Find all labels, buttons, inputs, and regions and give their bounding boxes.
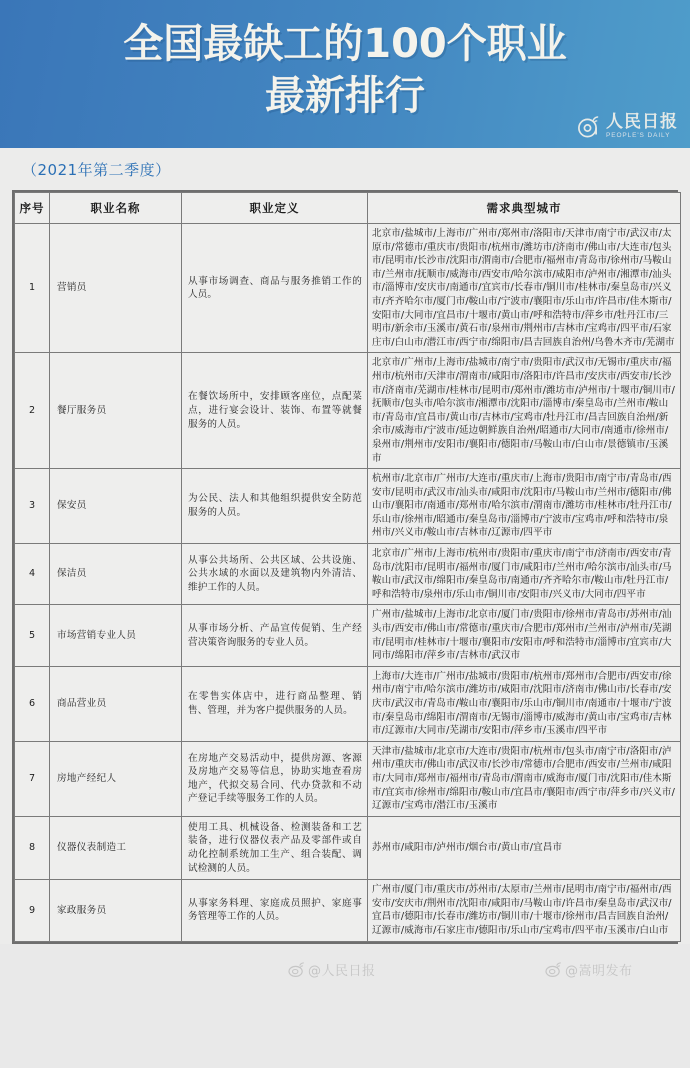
page-title bbox=[0, 18, 690, 122]
cell-definition: 从事市场分析、产品宣传促销、生产经营决策咨询服务的专业人员。 bbox=[182, 605, 368, 666]
ranking-table bbox=[14, 192, 681, 942]
ranking-table-container bbox=[12, 190, 678, 944]
table-row bbox=[15, 816, 681, 879]
cell-occupation: 家政服务员 bbox=[50, 880, 182, 941]
logo-name-en: PEOPLE'S DAILY bbox=[606, 132, 671, 140]
footer-watermark-bar bbox=[0, 944, 690, 988]
subtitle-quarter: （2021年第二季度） bbox=[22, 161, 171, 179]
table-row bbox=[15, 741, 681, 816]
cell-cities: 北京市/广州市/上海市/盐城市/南宁市/贵阳市/武汉市/无锡市/重庆市/福州市/杭州市/天津市/渭南市/咸阳市/洛阳市/许昌市/安庆市/西安市/长沙市/济南市/芜湖市/桂林市/昆明市/郑州市/潍坊市/泸州市/十堰市/铜川市/抚顺市/包头市/哈尔滨市/湘潭市/沈阳市/淄博市/秦皇岛市/兰州市/鞍山市/青岛市/宜昌市/黄山市/吉林市/宝鸡市/牡丹江市/昌吉回族自治州/新余市/威海市/宁波市/延边朝鲜族自治州/昭通市/大同市/南通市/徐州市/泉州市/荆州市/安阳市/襄阳市/德阳市/马鞍山市/白山市/景德镇市/玉溪市 bbox=[368, 353, 681, 469]
cell-cities: 天津市/盐城市/北京市/大连市/贵阳市/杭州市/包头市/南宁市/洛阳市/泸州市/重庆市/佛山市/武汉市/长沙市/常德市/合肥市/西安市/兰州市/咸阳市/大同市/郑州市/福州市/青岛市/渭南市/威海市/厦门市/沈阳市/佳木斯市/宜宾市/徐州市/绵阳市/鞍山市/宜昌市/襄阳市/西宁市/萍乡市/兴义市/辽源市/宝鸡市/潜江市/玉溪市 bbox=[368, 741, 681, 816]
peoples-daily-logo-text bbox=[606, 114, 678, 140]
column-header-no: 序号 bbox=[15, 193, 50, 224]
peoples-daily-logo bbox=[576, 114, 678, 140]
table-row bbox=[15, 469, 681, 544]
cell-no: 2 bbox=[15, 353, 50, 469]
cell-definition: 在房地产交易活动中，提供房源、客源及房地产交易等信息，协助实地查看房地产，代拟交易合同、代办贷款和不动产登记手续等服务工作的人员。 bbox=[182, 741, 368, 816]
cell-occupation: 房地产经纪人 bbox=[50, 741, 182, 816]
cell-no: 1 bbox=[15, 224, 50, 353]
cell-occupation: 保洁员 bbox=[50, 544, 182, 605]
cell-cities: 广州市/盐城市/上海市/北京市/厦门市/贵阳市/徐州市/青岛市/苏州市/汕头市/西安市/佛山市/常德市/重庆市/合肥市/郑州市/兰州市/泸州市/芜湖市/昆明市/桂林市/十堰市/襄阳市/安阳市/呼和浩特市/淄博市/宜宾市/大同市/绵阳市/萍乡市/吉林市/武汉市 bbox=[368, 605, 681, 666]
cell-occupation: 市场营销专业人员 bbox=[50, 605, 182, 666]
cell-occupation: 营销员 bbox=[50, 224, 182, 353]
table-row bbox=[15, 353, 681, 469]
column-header-definition: 职业定义 bbox=[182, 193, 368, 224]
cell-no: 4 bbox=[15, 544, 50, 605]
cell-definition: 在餐饮场所中，安排顾客座位，点配菜点，进行宴会设计、装饰、布置等就餐服务的人员。 bbox=[182, 353, 368, 469]
table-header bbox=[15, 193, 681, 224]
page-title-line1: 全国最缺工的100个职业 bbox=[123, 21, 567, 67]
cell-cities: 广州市/厦门市/重庆市/苏州市/太原市/兰州市/昆明市/南宁市/福州市/西安市/安庆市/荆州市/沈阳市/咸阳市/马鞍山市/许昌市/秦皇岛市/武汉市/宜昌市/德阳市/长春市/潍坊市/铜川市/十堰市/徐州市/昌吉回族自治州/辽源市/威海市/石家庄市/德阳市/乐山市/宝鸡市/四平市/玉溪市/白山市 bbox=[368, 880, 681, 941]
cell-occupation: 保安员 bbox=[50, 469, 182, 544]
table-body bbox=[15, 224, 681, 942]
watermark-label: @嵩明发布 bbox=[565, 963, 633, 979]
cell-definition: 为公民、法人和其他组织提供安全防范服务的人员。 bbox=[182, 469, 368, 544]
cell-cities: 杭州市/北京市/广州市/大连市/重庆市/上海市/贵阳市/南宁市/青岛市/西安市/昆明市/武汉市/汕头市/咸阳市/沈阳市/马鞍山市/兰州市/德阳市/佛山市/襄阳市/南通市/郑州市/哈尔滨市/渭南市/潍坊市/桂林市/牡丹江市/乐山市/徐州市/昭通市/秦皇岛市/淄博市/宁波市/宝鸡市/呼和浩特市/泉州市/兴义市/鞍山市/吉林市/辽源市/四平市 bbox=[368, 469, 681, 544]
table-header-row bbox=[15, 193, 681, 224]
cell-definition: 从事市场调查、商品与服务推销工作的人员。 bbox=[182, 224, 368, 353]
cell-occupation: 餐厅服务员 bbox=[50, 353, 182, 469]
cell-occupation: 仪器仪表制造工 bbox=[50, 816, 182, 879]
cell-definition: 从事公共场所、公共区域、公共设施、公共水域的水面以及建筑物内外清洁、维护工作的人员。 bbox=[182, 544, 368, 605]
watermark-label: @人民日报 bbox=[308, 963, 376, 979]
table-row bbox=[15, 224, 681, 353]
cell-cities: 苏州市/咸阳市/泸州市/烟台市/黄山市/宜昌市 bbox=[368, 816, 681, 879]
cell-definition: 在零售实体店中，进行商品整理、销售、管理，并为客户提供服务的人员。 bbox=[182, 666, 368, 741]
cell-cities: 北京市/广州市/上海市/杭州市/贵阳市/重庆市/南宁市/济南市/西安市/青岛市/沈阳市/昆明市/福州市/厦门市/咸阳市/兰州市/哈尔滨市/汕头市/马鞍山市/武汉市/绵阳市/秦皇岛市/南通市/齐齐哈尔市/鞍山市/牡丹江市/呼和浩特市/泉州市/乐山市/铜川市/安阳市/兴义市/大同市/四平市 bbox=[368, 544, 681, 605]
cell-no: 5 bbox=[15, 605, 50, 666]
table-row bbox=[15, 666, 681, 741]
column-header-name: 职业名称 bbox=[50, 193, 182, 224]
cell-occupation: 商品营业员 bbox=[50, 666, 182, 741]
cell-no: 6 bbox=[15, 666, 50, 741]
cell-no: 8 bbox=[15, 816, 50, 879]
column-header-cities: 需求典型城市 bbox=[368, 193, 681, 224]
weibo-icon bbox=[288, 962, 305, 977]
weibo-icon bbox=[545, 962, 562, 977]
page-title-line2: 最新排行 bbox=[265, 73, 425, 119]
cell-cities: 北京市/盐城市/上海市/广州市/郑州市/洛阳市/天津市/南宁市/武汉市/太原市/常德市/重庆市/贵阳市/杭州市/潍坊市/济南市/佛山市/大连市/包头市/昆明市/长沙市/沈阳市/渭南市/合肥市/福州市/青岛市/徐州市/马鞍山市/兰州市/抚顺市/威海市/西安市/哈尔滨市/咸阳市/泸州市/湘潭市/汕头市/淄博市/安庆市/南通市/宜宾市/长春市/铜川市/桂林市/秦皇岛市/兴义市/齐齐哈尔市/厦门市/鞍山市/宁波市/襄阳市/乐山市/许昌市/佳木斯市/安阳市/大同市/宜昌市/十堰市/黄山市/呼和浩特市/萍乡市/牡丹江市/三明市/新余市/玉溪市/黄石市/泉州市/荆州市/吉林市/宝鸡市/四平市/石家庄市/白山市/潜江市/西宁市/绵阳市/昌吉回族自治州/乌鲁木齐市/芜湖市 bbox=[368, 224, 681, 353]
cell-definition: 使用工具、机械设备、检测装备和工艺装备，进行仪器仪表产品及零部件或自动化控制系统加工生产、组合装配、调试检测的人员。 bbox=[182, 816, 368, 879]
cell-no: 3 bbox=[15, 469, 50, 544]
table-row bbox=[15, 880, 681, 941]
header-banner bbox=[0, 0, 690, 148]
watermark-peoples-daily bbox=[288, 960, 376, 979]
table-row bbox=[15, 605, 681, 666]
cell-cities: 上海市/大连市/广州市/盐城市/贵阳市/杭州市/郑州市/合肥市/西安市/徐州市/南宁市/哈尔滨市/潍坊市/咸阳市/沈阳市/济南市/佛山市/长春市/安庆市/武汉市/青岛市/鞍山市/襄阳市/乐山市/铜川市/南通市/十堰市/宁波市/秦皇岛市/绵阳市/渭南市/无锡市/淄博市/威海市/黄山市/宝鸡市/吉林市/辽源市/大同市/芜湖市/安阳市/萍乡市/玉溪市/四平市 bbox=[368, 666, 681, 741]
cell-no: 9 bbox=[15, 880, 50, 941]
at-sign-wifi-icon bbox=[576, 114, 602, 140]
cell-definition: 从事家务料理、家庭成员照护、家庭事务管理等工作的人员。 bbox=[182, 880, 368, 941]
watermark-songming bbox=[545, 960, 633, 979]
content-sheet bbox=[0, 148, 690, 944]
table-row bbox=[15, 544, 681, 605]
cell-no: 7 bbox=[15, 741, 50, 816]
logo-name-cn: 人民日报 bbox=[606, 112, 678, 133]
